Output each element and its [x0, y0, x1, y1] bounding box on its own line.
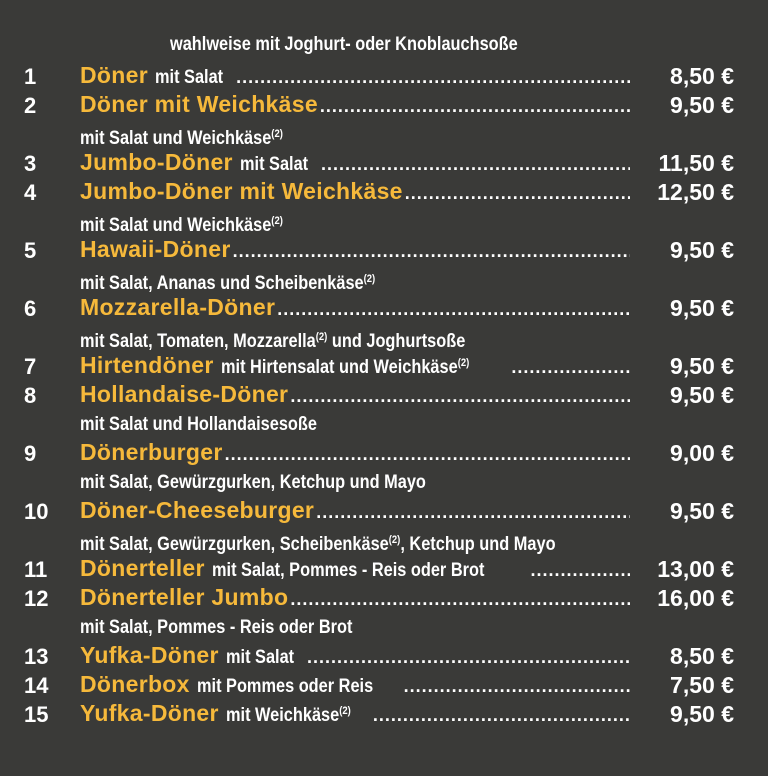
item-subline — [11, 613, 671, 642]
item-line — [80, 352, 630, 379]
menu-item — [0, 294, 768, 323]
item-number: 12 — [24, 586, 49, 611]
dot-leader — [225, 444, 630, 465]
item-name: Jumbo-Döner mit Weichkäse — [80, 178, 403, 204]
item-number: 6 — [24, 296, 37, 321]
menu-item — [0, 178, 768, 207]
item-subline — [11, 410, 671, 439]
item-subline-text: mit Salat, Gewürzgurken, Scheibenkäse — [80, 534, 389, 555]
item-name: Döner — [80, 62, 148, 88]
item-subline-text: mit Salat, Pommes - Reis oder Brot — [80, 617, 353, 638]
item-line — [80, 178, 630, 205]
item-name: Mozzarella-Döner — [80, 294, 276, 320]
item-line — [80, 381, 630, 408]
footnote-marker: (2) — [457, 357, 469, 369]
item-subline — [11, 468, 671, 497]
menu-item — [0, 381, 768, 410]
menu-item — [0, 236, 768, 265]
menu-note: wahlweise mit Joghurt- oder Knoblauchsoße — [170, 34, 518, 55]
item-price: 8,50 € — [670, 63, 734, 89]
item-name: Dönerteller — [80, 555, 205, 581]
item-name: Hollandaise-Döner — [80, 381, 289, 407]
menu-item — [0, 642, 768, 671]
menu-item — [0, 149, 768, 178]
menu-item — [0, 352, 768, 381]
item-subline — [11, 265, 671, 294]
item-price: 9,00 € — [670, 440, 734, 466]
item-description-text: mit Pommes oder Reis — [196, 676, 373, 697]
item-line — [80, 497, 630, 524]
menu-item — [0, 700, 768, 729]
item-price: 16,00 € — [657, 585, 734, 611]
item-description — [226, 647, 294, 669]
footnote-marker: (2) — [363, 273, 376, 285]
item-name: Hirtendöner — [80, 352, 214, 378]
item-subline-text: mit Salat und Weichkäse — [80, 128, 272, 149]
dot-leader — [290, 589, 630, 610]
item-description — [226, 705, 351, 727]
item-description-text: mit Hirtensalat und Weichkäse — [220, 357, 458, 378]
item-number: 9 — [24, 441, 37, 466]
footnote-marker: (2) — [388, 534, 401, 546]
item-price: 9,50 € — [670, 92, 734, 118]
item-name: Yufka-Döner — [80, 700, 219, 726]
menu-item — [0, 439, 768, 468]
item-description — [155, 67, 223, 89]
item-price: 9,50 € — [670, 295, 734, 321]
item-description — [221, 357, 469, 379]
item-description — [212, 560, 484, 582]
dot-leader — [277, 299, 630, 320]
item-name: Döner-Cheeseburger — [80, 497, 315, 523]
item-line — [80, 91, 630, 118]
menu-item — [0, 62, 768, 91]
item-name: Dönerbox — [80, 671, 190, 697]
menu-item — [0, 584, 768, 613]
item-line — [80, 149, 630, 176]
item-line — [80, 671, 630, 698]
item-description-text: mit Salat — [239, 154, 308, 175]
item-subline — [11, 120, 671, 149]
footnote-marker: (2) — [271, 215, 283, 227]
item-line — [80, 62, 630, 89]
item-description-text: mit Salat, Pommes - Reis oder Brot — [211, 560, 485, 581]
item-number: 2 — [24, 93, 37, 118]
dot-leader — [530, 560, 630, 581]
item-price: 9,50 € — [670, 701, 734, 727]
item-description-text: mit Weichkäse — [225, 705, 340, 726]
menu-item — [0, 671, 768, 700]
item-line — [80, 236, 630, 263]
item-number: 4 — [24, 180, 37, 205]
item-subline-text: mit Salat, Tomaten, Mozzarella — [80, 331, 316, 352]
item-description — [240, 154, 308, 176]
item-subline — [11, 207, 671, 236]
item-number: 3 — [24, 151, 37, 176]
item-price: 9,50 € — [670, 382, 734, 408]
dot-leader — [307, 647, 630, 668]
item-subline-text: mit Salat, Ananas und Scheibenkäse — [80, 273, 364, 294]
item-subline — [11, 323, 671, 352]
menu-list — [0, 62, 768, 729]
item-number: 15 — [24, 702, 49, 727]
dot-leader — [236, 67, 630, 88]
dot-leader — [320, 96, 630, 117]
item-name: Dönerburger — [80, 439, 223, 465]
item-number: 11 — [24, 557, 48, 582]
item-number: 14 — [24, 673, 49, 698]
item-line — [80, 439, 630, 466]
item-name: Hawaii-Döner — [80, 236, 231, 262]
item-number: 5 — [24, 238, 37, 263]
item-subline — [11, 526, 671, 555]
item-line — [80, 642, 630, 669]
item-name: Döner mit Weichkäse — [80, 91, 318, 117]
dot-leader — [290, 386, 630, 407]
item-price: 13,00 € — [657, 556, 734, 582]
dot-leader — [316, 502, 630, 523]
dot-leader — [404, 676, 630, 697]
item-number: 10 — [24, 499, 49, 524]
item-number: 8 — [24, 383, 37, 408]
dot-leader — [405, 183, 630, 204]
item-price: 11,50 € — [658, 150, 734, 176]
item-name: Jumbo-Döner — [80, 149, 233, 175]
item-name: Yufka-Döner — [80, 642, 219, 668]
menu-item — [0, 555, 768, 584]
dot-leader — [321, 154, 630, 175]
item-subline-text: mit Salat, Gewürzgurken, Ketchup und Mayo — [80, 472, 426, 493]
item-line — [80, 700, 630, 727]
menu-item — [0, 497, 768, 526]
item-description-text: mit Salat — [225, 647, 294, 668]
item-description — [197, 676, 373, 698]
dot-leader — [511, 357, 630, 378]
item-subline-suffix: und Joghurtsoße — [327, 331, 466, 352]
item-number: 1 — [24, 64, 37, 89]
footnote-marker: (2) — [339, 705, 351, 717]
item-number: 7 — [24, 354, 37, 379]
item-subline-text: mit Salat und Weichkäse — [80, 215, 272, 236]
item-line — [80, 584, 630, 611]
item-price: 9,50 € — [670, 237, 734, 263]
item-subline-suffix: , Ketchup und Mayo — [400, 534, 556, 555]
item-price: 8,50 € — [670, 643, 734, 669]
item-name: Dönerteller Jumbo — [80, 584, 289, 610]
item-line — [80, 294, 630, 321]
dot-leader — [373, 705, 630, 726]
footnote-marker: (2) — [271, 128, 283, 140]
item-price: 12,50 € — [657, 179, 734, 205]
item-price: 9,50 € — [670, 353, 734, 379]
item-price: 7,50 € — [670, 672, 734, 698]
item-number: 13 — [24, 644, 49, 669]
footnote-marker: (2) — [315, 331, 328, 343]
menu-item — [0, 91, 768, 120]
dot-leader — [233, 241, 630, 262]
item-line — [80, 555, 630, 582]
item-subline-text: mit Salat und Hollandaisesoße — [80, 414, 317, 435]
item-price: 9,50 € — [670, 498, 734, 524]
item-description-text: mit Salat — [154, 67, 224, 88]
